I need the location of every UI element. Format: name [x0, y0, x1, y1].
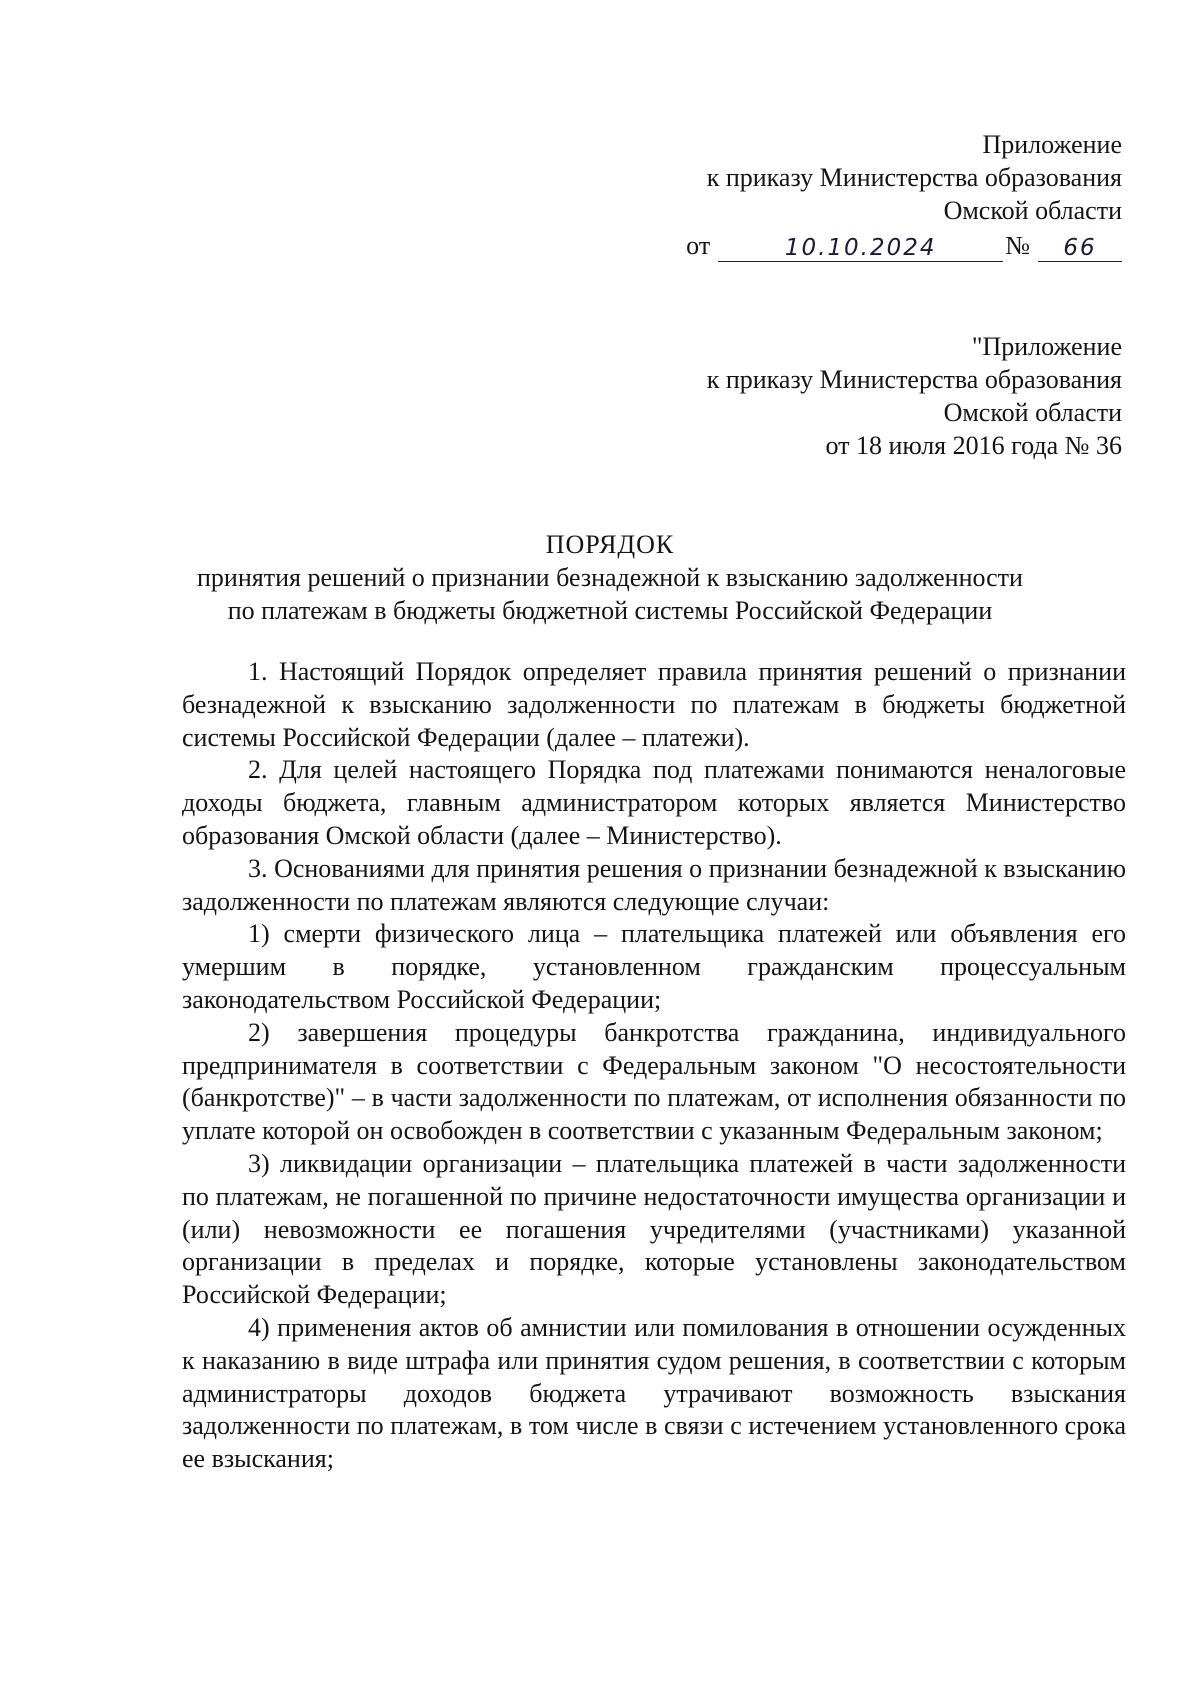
- handwritten-date: 10.10.2024: [718, 235, 1003, 262]
- paragraph-3-item-2: 2) завершения процедуры банкротства гражданина, индивидуального предпринимателя в соответствии с Федеральным законом "О несостоятельности (банкротстве)" – в части задолженности по платежам, от исполнения обязанности по уплате которой он освобожден в соответствии с указанным Федеральным законом;: [182, 1017, 1126, 1146]
- handwritten-number: 66: [1038, 235, 1122, 262]
- appendix-date-number-row: [602, 229, 1122, 262]
- document-title: ПОРЯДОК: [545, 530, 675, 559]
- paragraph-3: 3. Основаниями для принятия решения о признании безнадежной к взысканию задолженности по платежам являются следующие случаи:: [182, 853, 1126, 916]
- appendix-order-reference: к приказу Министерства образования: [706, 365, 1122, 394]
- appendix-header-current: [602, 128, 1122, 262]
- appendix-original-date: от 18 июля 2016 года № 36: [825, 431, 1122, 460]
- paragraph-3-item-1: 1) смерти физического лица – плательщика платежей или объявления его умершим в порядке, установленном гражданским процессуальным законодательством Российской Федерации;: [182, 919, 1126, 1014]
- appendix-label: Приложение: [982, 130, 1122, 159]
- document-subtitle-line-2: по платежам в бюджеты бюджетной системы Российской Федерации: [227, 596, 993, 625]
- appendix-region: Омской области: [943, 398, 1122, 427]
- number-prefix: №: [1005, 231, 1030, 260]
- appendix-header-original: [602, 330, 1122, 462]
- document-subtitle-line-1: принятия решений о признании безнадежной к взысканию задолженности: [197, 563, 1023, 592]
- document-body: [182, 656, 1126, 1476]
- date-prefix: от: [686, 231, 711, 260]
- appendix-order-reference: к приказу Министерства образования: [706, 163, 1122, 192]
- paragraph-1: 1. Настоящий Порядок определяет правила принятия решений о признании безнадежной к взысканию задолженности по платежам в бюджеты бюджетной системы Российской Федерации (далее – платежи).: [182, 657, 1126, 752]
- paragraph-3-item-3: 3) ликвидации организации – плательщика платежей в части задолженности по платежам, не погашенной по причине недостаточности имущества организации и (или) невозможности ее погашения учредителями (участниками) указанной организации в пределах и порядке, которые установлены законодательством Российской Федерации;: [182, 1148, 1126, 1310]
- appendix-label: "Приложение: [971, 332, 1122, 361]
- appendix-region: Омской области: [943, 196, 1122, 225]
- paragraph-3-item-4: 4) применения актов об амнистии или помилования в отношении осужденных к наказанию в виде штрафа или принятия судом решения, в соответствии с которым администраторы доходов бюджета утрачивают возможность взыскания задолженности по платежам, в том числе в связи с истечением установленного срока ее взыскания;: [182, 1312, 1126, 1474]
- paragraph-2: 2. Для целей настоящего Порядка под платежами понимаются неналоговые доходы бюджета, главным администратором которых является Министерство образования Омской области (далее – Министерство).: [182, 755, 1126, 850]
- document-title-block: [150, 528, 1070, 627]
